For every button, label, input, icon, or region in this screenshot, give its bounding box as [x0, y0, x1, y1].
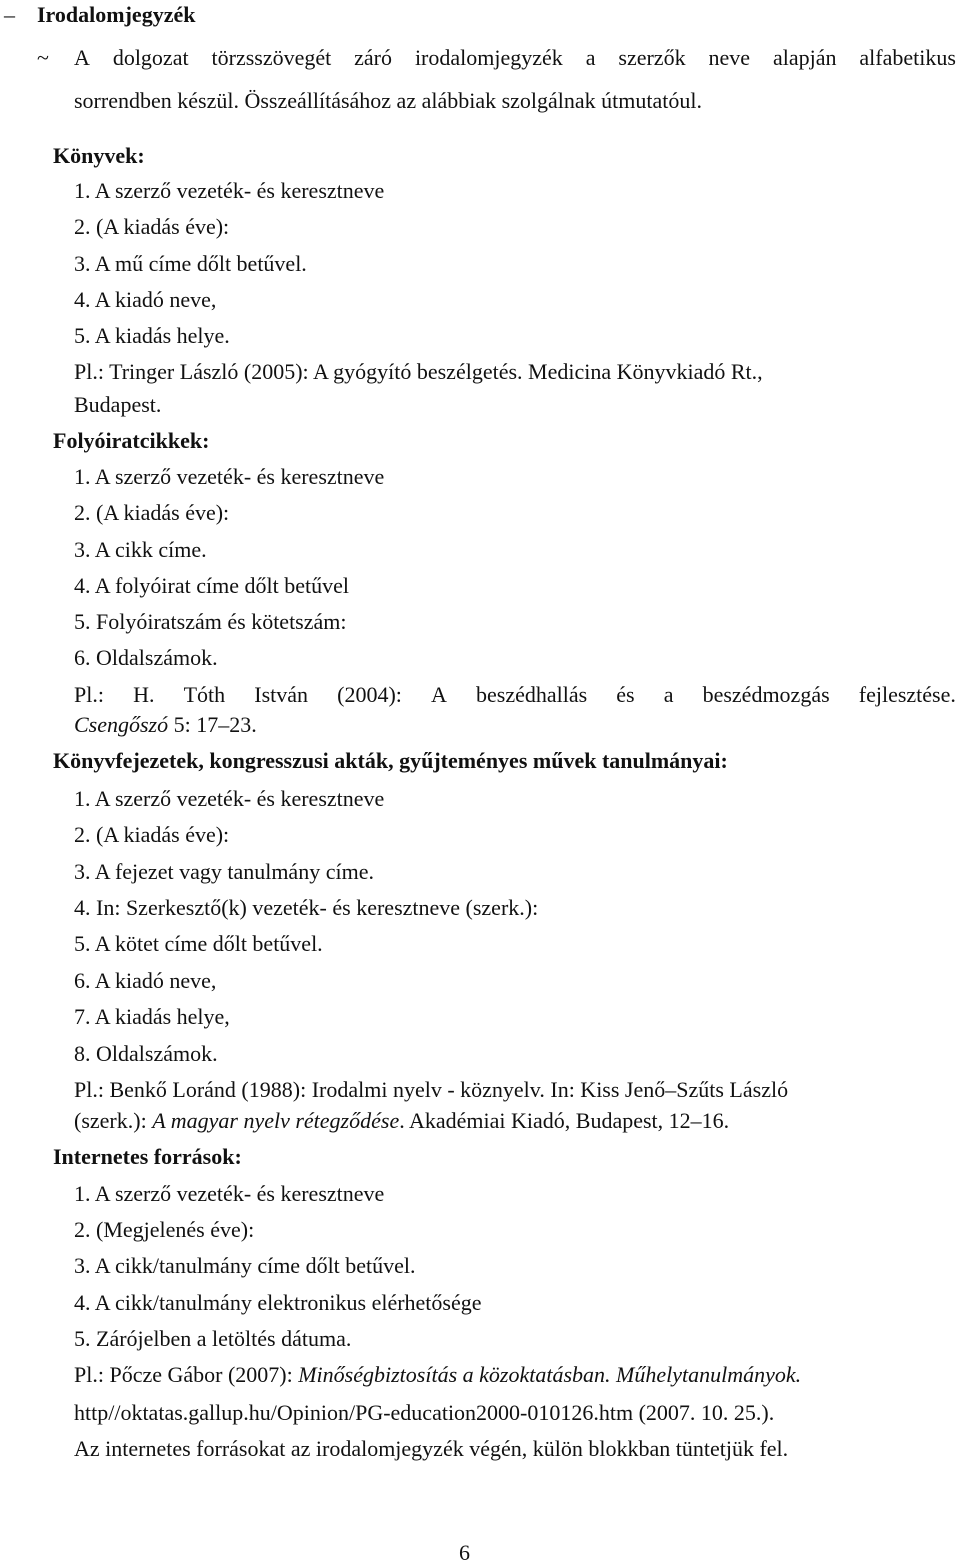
- internet-item-1: 1. A szerző vezeték- és keresztneve: [74, 1181, 385, 1206]
- journals-item-2: 2. (A kiadás éve):: [74, 500, 230, 525]
- books-item-2: 2. (A kiadás éve):: [74, 214, 230, 239]
- journals-example-word: és: [616, 682, 635, 707]
- chapters-example-line-2: [74, 1108, 729, 1134]
- internet-example: [74, 1362, 801, 1388]
- chapters-item-3: 3. A fejezet vagy tanulmány címe.: [74, 859, 374, 884]
- journals-example-word: Tóth: [183, 682, 226, 707]
- intro-tilde: ~: [37, 45, 49, 70]
- internet-url-line: http//oktatas.gallup.hu/Opinion/PG-education2000-010126.htm (2007. 10. 25.).: [74, 1400, 775, 1425]
- books-item-3: 3. A mű címe dőlt betűvel.: [74, 251, 307, 276]
- chapters-example-publisher: . Akadémiai Kiadó, Budapest, 12–16.: [399, 1108, 730, 1133]
- journals-example-word: a: [663, 682, 674, 707]
- journals-example-word: Pl.:: [74, 682, 104, 707]
- journals-item-6: 6. Oldalszámok.: [74, 645, 218, 670]
- chapters-item-5: 5. A kötet címe dőlt betűvel.: [74, 931, 323, 956]
- books-example-line-2: Budapest.: [74, 392, 162, 417]
- chapters-item-2: 2. (A kiadás éve):: [74, 822, 230, 847]
- books-item-4: 4. A kiadó neve,: [74, 287, 217, 312]
- intro-line-1-word: neve: [708, 45, 751, 70]
- chapters-item-8: 8. Oldalszámok.: [74, 1041, 218, 1066]
- section-title: Irodalomjegyzék: [37, 2, 196, 27]
- journals-item-4: 4. A folyóirat címe dőlt betűvel: [74, 573, 349, 598]
- intro-line-1-word: alapján: [772, 45, 837, 70]
- internet-example-author: Pl.: Pőcze Gábor (2007):: [74, 1362, 299, 1387]
- intro-line-1-word: irodalomjegyzék: [414, 45, 563, 70]
- chapters-item-7: 7. A kiadás helye,: [74, 1004, 230, 1029]
- journals-example-word: beszédhallás: [476, 682, 588, 707]
- heading-dash: –: [4, 2, 15, 27]
- internet-item-3: 3. A cikk/tanulmány címe dőlt betűvel.: [74, 1253, 416, 1278]
- internet-item-4: 4. A cikk/tanulmány elektronikus elérhetősége: [74, 1290, 482, 1315]
- intro-line-1-word: a: [585, 45, 596, 70]
- intro-line-2: sorrendben készül. Összeállításához az alábbiak szolgálnak útmutatóul.: [74, 88, 703, 113]
- intro-line-1-word: törzsszövegét: [211, 45, 332, 70]
- page-number: 6: [459, 1540, 470, 1565]
- journal-volume-pages: 5: 17–23.: [168, 712, 257, 737]
- chapters-heading: Könyvfejezetek, kongresszusi akták, gyűjteményes művek tanulmányai:: [53, 748, 728, 773]
- internet-heading: Internetes források:: [53, 1144, 242, 1169]
- books-heading: Könyvek:: [53, 143, 145, 168]
- internet-item-2: 2. (Megjelenés éve):: [74, 1217, 255, 1242]
- chapters-example-book-title: A magyar nyelv rétegződése: [152, 1108, 400, 1133]
- books-item-1: 1. A szerző vezeték- és keresztneve: [74, 178, 385, 203]
- intro-line-1-word: A: [74, 45, 90, 70]
- intro-line-1-word: záró: [354, 45, 393, 70]
- chapters-item-4: 4. In: Szerkesztő(k) vezeték- és keresztneve (szerk.):: [74, 895, 539, 920]
- journals-example-line-2: [74, 712, 257, 738]
- intro-line-1-word: dolgozat: [112, 45, 189, 70]
- intro-line-1-word: alfabetikus: [859, 45, 956, 70]
- journals-example-word: H.: [133, 682, 155, 707]
- journals-item-1: 1. A szerző vezeték- és keresztneve: [74, 464, 385, 489]
- chapters-item-6: 6. A kiadó neve,: [74, 968, 217, 993]
- chapters-example-line-1: Pl.: Benkő Loránd (1988): Irodalmi nyelv - köznyelv. In: Kiss Jenő–Szűts László: [74, 1077, 789, 1102]
- journals-example-word: A: [431, 682, 447, 707]
- journals-example-word: fejlesztése.: [858, 682, 956, 707]
- chapters-example-editor: (szerk.):: [74, 1108, 153, 1133]
- books-item-5: 5. A kiadás helye.: [74, 323, 230, 348]
- journals-example-word: (2004):: [337, 682, 402, 707]
- internet-note: Az internetes forrásokat az irodalomjegyzék végén, külön blokkban tüntetjük fel.: [74, 1436, 789, 1461]
- internet-example-title: Minőségbiztosítás a közoktatásban. Műhelytanulmányok.: [298, 1362, 802, 1387]
- intro-line-1: [74, 45, 956, 71]
- journals-item-5: 5. Folyóiratszám és kötetszám:: [74, 609, 347, 634]
- journals-heading: Folyóiratcikkek:: [53, 428, 210, 453]
- journals-example-line-1: [74, 682, 956, 708]
- journal-title: Csengőszó: [74, 712, 169, 737]
- internet-item-5: 5. Zárójelben a letöltés dátuma.: [74, 1326, 352, 1351]
- journals-example-word: beszédmozgás: [702, 682, 830, 707]
- intro-line-1-word: szerzők: [618, 45, 686, 70]
- journals-item-3: 3. A cikk címe.: [74, 537, 207, 562]
- books-example-line-1: Pl.: Tringer László (2005): A gyógyító beszélgetés. Medicina Könyvkiadó Rt.,: [74, 359, 763, 384]
- chapters-item-1: 1. A szerző vezeték- és keresztneve: [74, 786, 385, 811]
- journals-example-word: István: [254, 682, 309, 707]
